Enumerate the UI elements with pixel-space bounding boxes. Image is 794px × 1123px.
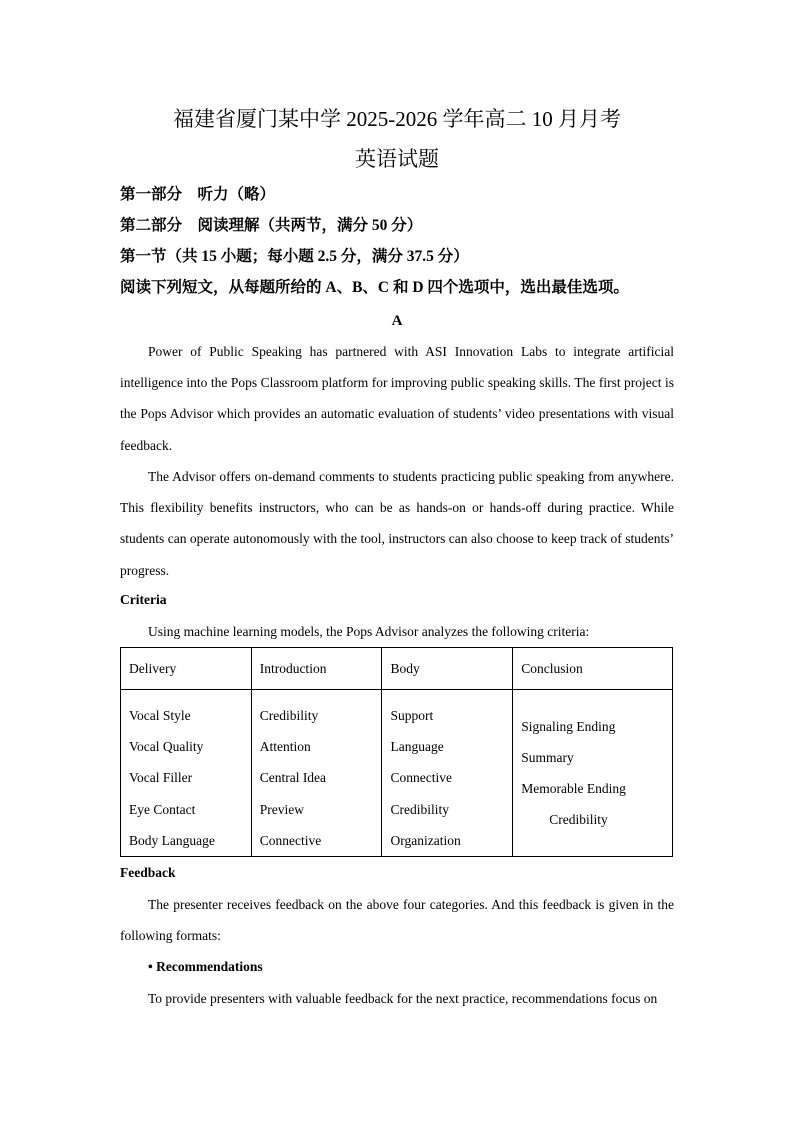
list-item: Body Language xyxy=(129,832,215,848)
table-header-delivery: Delivery xyxy=(121,648,252,690)
list-item: Vocal Style xyxy=(129,708,191,723)
table-header-row xyxy=(121,648,673,690)
criteria-heading: Criteria xyxy=(120,592,167,607)
table-header-conclusion: Conclusion xyxy=(513,648,673,690)
list-item: Signaling Ending xyxy=(521,718,616,734)
list-item: Vocal Filler xyxy=(129,770,193,786)
paragraph-3: The presenter receives feedback on the above four categories. And this feedback is given in the following formats: xyxy=(120,897,674,944)
page-subtitle: 英语试题 xyxy=(355,147,439,171)
list-item: Attention xyxy=(259,739,311,755)
list-item: Vocal Quality xyxy=(129,739,204,755)
list-item: Credibility xyxy=(390,801,449,817)
list-item: Organization xyxy=(390,832,461,848)
part1-heading: 第一部分 听力（略） xyxy=(120,186,276,203)
table-header-body: Body xyxy=(382,648,513,690)
list-item: Connective xyxy=(259,832,322,848)
paragraph-1: Power of Public Speaking has partnered with ASI Innovation Labs to integrate artificial intelligence into the Pops Classroom platform for improving public speaking skills. The first project is the Pops Advisor which provides an automatic evaluation of students’ video presentations with visual feedback. xyxy=(120,344,674,453)
criteria-table xyxy=(120,647,673,857)
body-cell xyxy=(382,690,513,857)
table-header-introduction: Introduction xyxy=(251,648,382,690)
list-item: Memorable Ending xyxy=(521,781,626,796)
list-item: Language xyxy=(390,739,444,755)
list-item: Credibility xyxy=(259,708,319,723)
list-item: Summary xyxy=(521,749,574,765)
list-item: Credibility xyxy=(549,812,608,828)
list-item: Preview xyxy=(259,801,304,817)
paragraph-4: To provide presenters with valuable feedback for the next practice, recommendations focus on xyxy=(148,991,658,1006)
feedback-heading: Feedback xyxy=(120,865,176,880)
table-row xyxy=(121,690,673,857)
part2-heading: 第二部分 阅读理解（共两节，满分 50 分） xyxy=(120,217,423,234)
page-title: 福建省厦门某中学 2025-2026 学年高二 10 月月考 xyxy=(173,107,621,131)
list-item: Eye Contact xyxy=(129,801,196,817)
section1-heading: 第一节（共 15 小题；每小题 2.5 分，满分 37.5 分） xyxy=(120,248,469,265)
conclusion-cell xyxy=(513,690,673,857)
list-item: Support xyxy=(390,708,434,723)
delivery-cell xyxy=(121,690,252,857)
paragraph-2: The Advisor offers on-demand comments to students practicing public speaking from anywhere. This flexibility benefits instructors, who can be as hands-on or hands-off during practice. While students can operate autonomously with the tool, instructors can also choose to keep track of students’ progress. xyxy=(120,469,674,578)
list-item: Connective xyxy=(390,770,452,786)
instruction-text: 阅读下列短文，从每题所给的 A、B、C 和 D 四个选项中，选出最佳选项。 xyxy=(120,279,629,296)
recommendations-bullet: • Recommendations xyxy=(148,959,263,974)
introduction-cell xyxy=(251,690,382,857)
passage-letter: A xyxy=(391,313,403,329)
list-item: Central Idea xyxy=(259,770,327,786)
criteria-intro: Using machine learning models, the Pops Advisor analyzes the following criteria: xyxy=(148,624,590,639)
